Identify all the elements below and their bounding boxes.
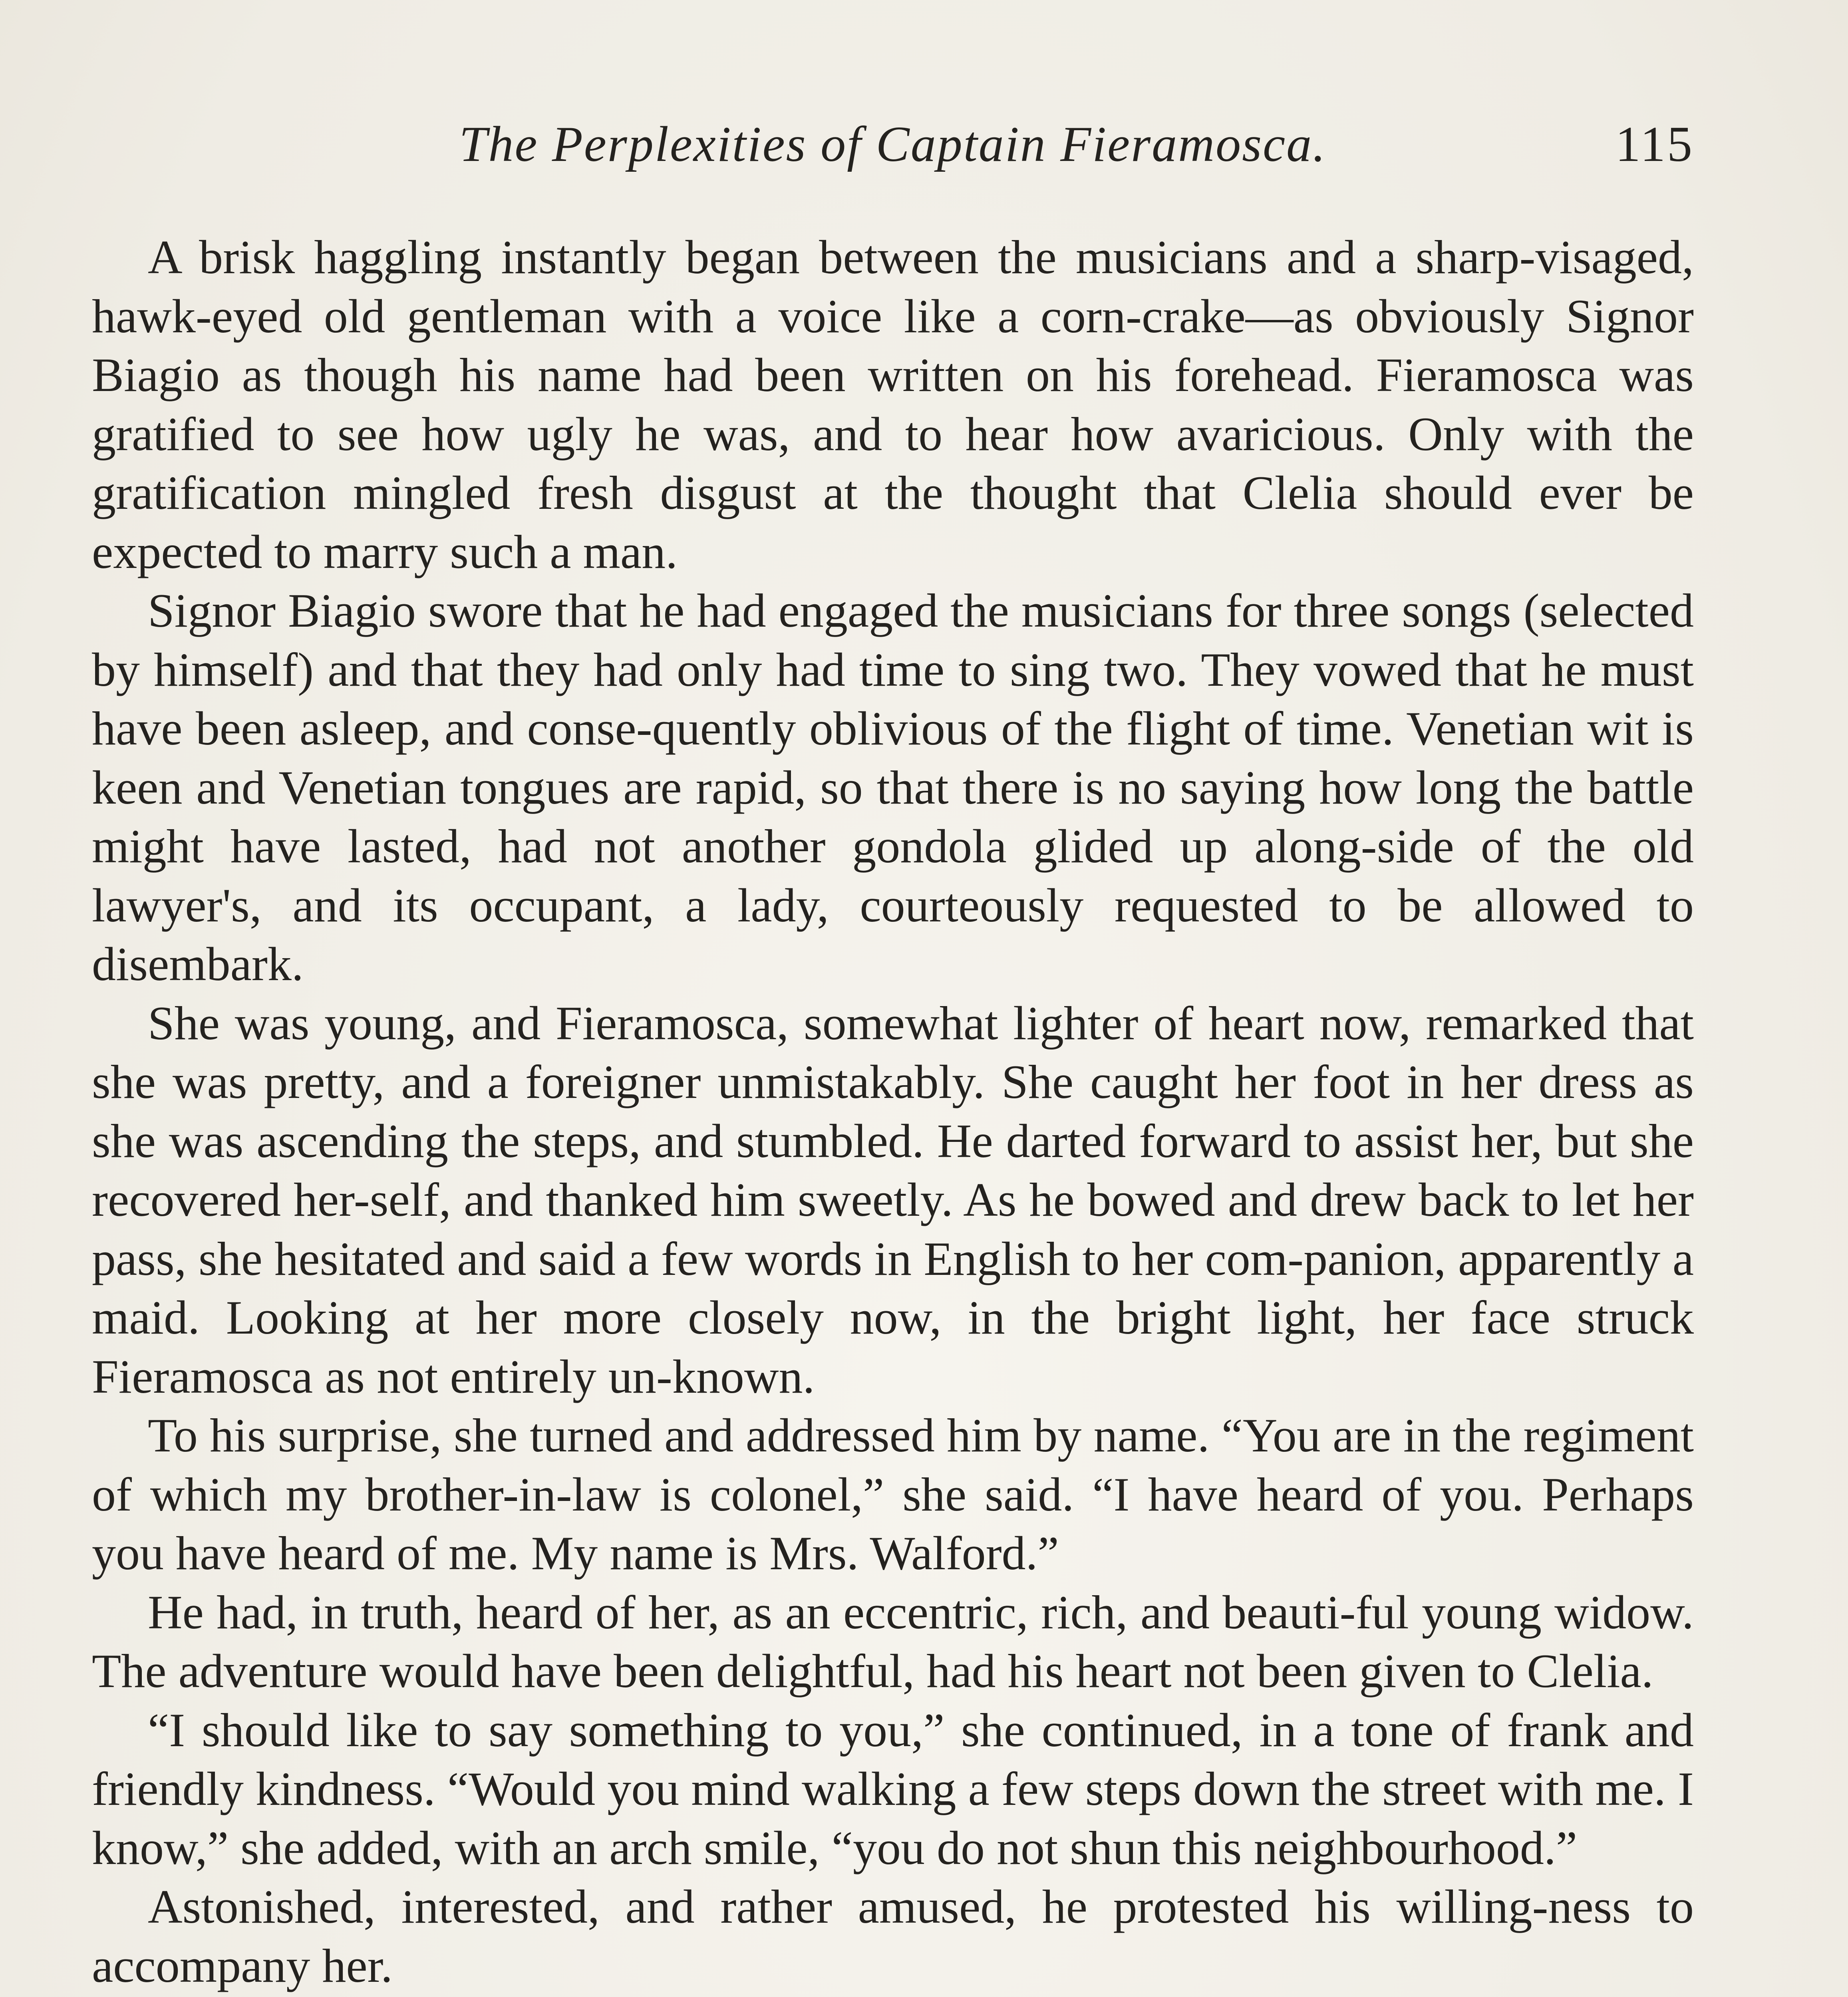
body-text	[92, 228, 1694, 1997]
paragraph: Astonished, interested, and rather amused, he protested his willing-ness to accompany her.	[92, 1880, 1694, 1992]
paragraph: She was young, and Fieramosca, somewhat lighter of heart now, remarked that she was pretty, and a foreigner unmistakably. She caught her foot in her dress as she was ascending the steps, and stumbled. He darted forward to assist her, but she recovered her-self, and thanked him sweetly. As he bowed and drew back to let her pass, she hesitated and said a few words in English to her com-panion, apparently a maid. Looking at her more closely now, in the bright light, her face struck Fieramosca as not entirely un-known.	[92, 996, 1694, 1403]
paragraph: He had, in truth, heard of her, as an eccentric, rich, and beauti-ful young widow. The adventure would have been delightful, had his heart not been given to Clelia.	[92, 1585, 1694, 1697]
page-number: 115	[1615, 117, 1694, 172]
paragraph: “I should like to say something to you,” she continued, in a tone of frank and friendly kindness. “Would you mind walking a few steps down the street with me. I know,” she added, with an arch smile, “you do not shun this neighbourhood.”	[92, 1703, 1694, 1874]
running-head	[92, 108, 1694, 176]
paragraph: Signor Biagio swore that he had engaged the musicians for three songs (selected by himself) and that they had only had time to sing two. They vowed that he must have been asleep, and conse-quently oblivious of the flight of time. Venetian wit is keen and Venetian tongues are rapid, so that there is no saying how long the battle might have lasted, had not another gondola glided up along-side of the old lawyer's, and its occupant, a lady, courteously requested to be allowed to disembark.	[92, 584, 1694, 991]
paragraph: A brisk haggling instantly began between the musicians and a sharp-visaged, hawk-eyed old gentleman with a voice like a corn-crake—as obviously Signor Biagio as though his name had been written on his forehead. Fieramosca was gratified to see how ugly he was, and to hear how avaricious. Only with the gratification mingled fresh disgust at the thought that Clelia should ever be expected to marry such a man.	[92, 230, 1694, 578]
paragraph	[92, 1995, 1694, 1997]
paragraph: To his surprise, she turned and addressed him by name. “You are in the regiment of which my brother-in-law is colonel,” she said. “I have heard of you. Perhaps you have heard of me. My name is Mrs. Walford.”	[92, 1409, 1694, 1580]
running-title: The Perplexities of Captain Fieramosca.	[459, 117, 1327, 172]
